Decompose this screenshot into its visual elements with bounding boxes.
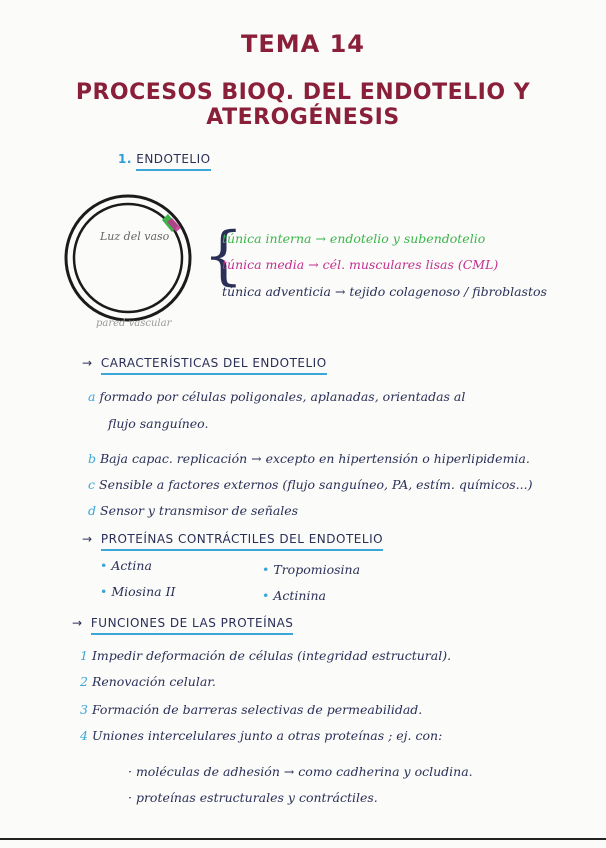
item-text: Uniones intercelulares junto a otras proteínas ; ej. con: (91, 728, 443, 743)
section-title: PROTEÍNAS CONTRÁCTILES DEL ENDOTELIO (101, 532, 383, 551)
item-marker: b (88, 451, 97, 466)
layer-adventicia: túnica adventicia → tejido colagenoso / fibroblastos (222, 284, 547, 299)
item-marker: 1 (80, 648, 88, 663)
list-item (88, 389, 465, 404)
item-text: Renovación celular. (91, 674, 216, 689)
list-item (88, 503, 298, 518)
layer-interna: túnica interna → endotelio y subendotelio (222, 231, 486, 246)
item-marker: 2 (80, 674, 88, 689)
sub-item: · moléculas de adhesión → como cadherina y ocludina. (128, 764, 473, 779)
section-heading-proteinas (82, 532, 383, 546)
protein-item: • Miosina II (100, 584, 176, 599)
layer-media: túnica media → cél. musculares lisas (CML) (222, 257, 499, 272)
lumen-label: Luz del vaso (100, 230, 170, 243)
item-text: formado por células poligonales, aplanadas, orientadas al (99, 389, 466, 404)
section-number: 1. (118, 152, 132, 166)
item-marker: c (88, 477, 96, 492)
topic-number: TEMA 14 (241, 30, 365, 58)
item-text: Impedir deformación de células (integridad estructural). (91, 648, 452, 663)
page-title: PROCESOS BIOQ. DEL ENDOTELIO Y ATEROGÉNESIS (75, 80, 531, 130)
arrow-icon: → (82, 356, 93, 370)
item-text: Sensor y transmisor de señales (100, 503, 299, 518)
item-marker: a (88, 389, 96, 404)
section-title: ENDOTELIO (136, 152, 210, 171)
sub-item: · proteínas estructurales y contráctiles. (128, 790, 378, 805)
arrow-icon: → (82, 532, 93, 546)
page-edge-line (0, 838, 606, 840)
wall-label: pared vascular (96, 318, 172, 329)
protein-item: • Actina (100, 558, 152, 573)
item-marker: 3 (80, 702, 88, 717)
section-heading-caracteristicas (82, 356, 327, 370)
list-item (80, 702, 422, 717)
section-title: FUNCIONES DE LAS PROTEÍNAS (91, 616, 294, 635)
item-text: Baja capac. replicación → excepto en hipertensión o hiperlipidemia. (100, 451, 530, 466)
list-item-continuation: flujo sanguíneo. (108, 416, 209, 431)
list-item (80, 728, 442, 743)
list-item (88, 451, 530, 466)
list-item (88, 477, 532, 492)
item-marker: 4 (80, 728, 88, 743)
item-text: Formación de barreras selectivas de permeabilidad. (91, 702, 423, 717)
section-heading-endotelio (118, 152, 211, 166)
section-heading-funciones (72, 616, 293, 630)
item-text: Sensible a factores externos (flujo sanguíneo, PA, estím. químicos...) (99, 477, 533, 492)
protein-item: • Tropomiosina (262, 562, 361, 577)
protein-item: • Actinina (262, 588, 326, 603)
arrow-icon: → (72, 616, 83, 630)
list-item (80, 674, 216, 689)
section-title: CARACTERÍSTICAS DEL ENDOTELIO (101, 356, 327, 375)
list-item (80, 648, 451, 663)
vessel-diagram (60, 192, 210, 332)
item-marker: d (88, 503, 97, 518)
vessel-outer-ring (66, 196, 190, 320)
layers-brace: { (203, 219, 244, 293)
